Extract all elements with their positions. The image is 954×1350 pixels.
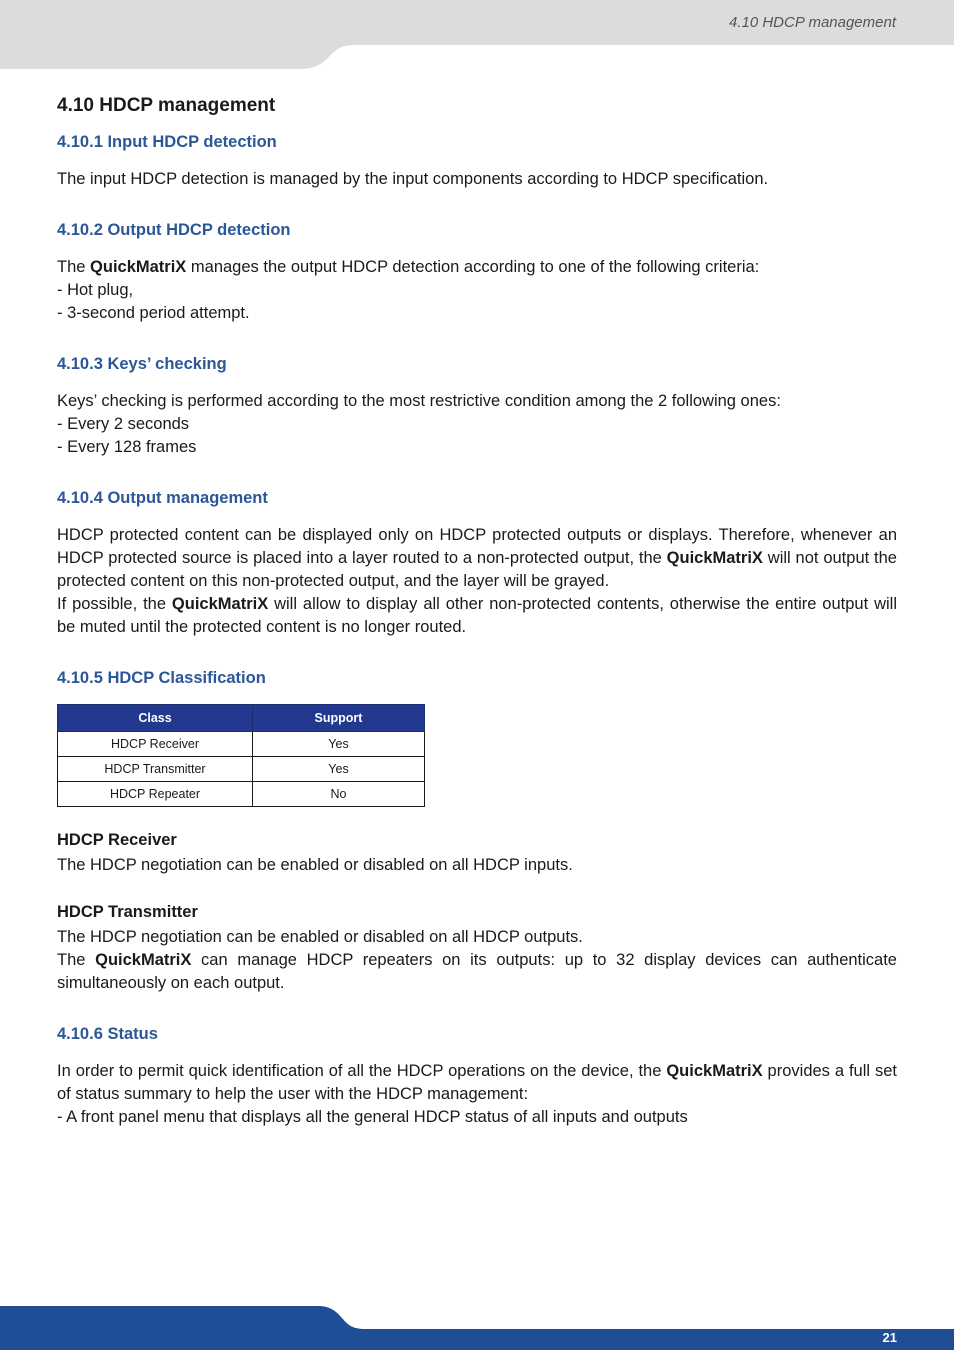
- text-run: HDCP protected content can be displayed only on HDCP protected outputs or displays. Therefore, whenever an HDCP protected source is placed into a layer routed to a non-protected output, the: [57, 526, 897, 567]
- classification-table: [57, 704, 425, 807]
- paragraph: [57, 949, 897, 995]
- section-heading: 4.10.6 Status: [57, 1025, 158, 1043]
- section-classification: [57, 669, 897, 995]
- section-heading: 4.10.1 Input HDCP detection: [57, 133, 277, 151]
- text-run: can manage HDCP repeaters on its outputs: up to 32 display devices can authenticate simultaneously on each output.: [57, 951, 897, 992]
- subheading: HDCP Receiver: [57, 831, 177, 849]
- list-item: - A front panel menu that displays all the general HDCP status of all inputs and outputs: [57, 1108, 688, 1126]
- section-heading: 4.10.4 Output management: [57, 489, 268, 507]
- footer-band-shape: [0, 1306, 954, 1350]
- section-input-detection: [57, 133, 897, 191]
- text-run: will not output the protected content on this non-protected output, and the layer will be grayed.: [57, 549, 897, 590]
- section-heading: 4.10.5 HDCP Classification: [57, 669, 266, 687]
- section-heading: 4.10.2 Output HDCP detection: [57, 221, 291, 239]
- brand-name: QuickMatriX: [90, 258, 187, 276]
- table-cell: HDCP Transmitter: [58, 757, 253, 782]
- brand-name: QuickMatriX: [666, 549, 763, 567]
- section-heading: 4.10.3 Keys’ checking: [57, 355, 227, 373]
- page-content: [57, 95, 897, 1159]
- paragraph: [57, 1060, 897, 1106]
- paragraph: [57, 256, 897, 279]
- brand-name: QuickMatriX: [95, 951, 192, 969]
- paragraph: Keys’ checking is performed according to the most restrictive condition among the 2 following ones:: [57, 392, 781, 410]
- transmitter-block: [57, 903, 897, 995]
- text-run: will allow to display all other non-protected contents, otherwise the entire output will be muted until the protected content is no longer routed.: [57, 595, 897, 636]
- paragraph: The HDCP negotiation can be enabled or disabled on all HDCP inputs.: [57, 856, 573, 874]
- list-item: - Hot plug,: [57, 281, 134, 299]
- table-cell: HDCP Receiver: [58, 732, 253, 757]
- header-band: [0, 0, 954, 70]
- text-run: If possible, the: [57, 595, 172, 613]
- list-item: - Every 2 seconds: [57, 415, 190, 433]
- table-cell: Yes: [253, 757, 425, 782]
- paragraph: [57, 524, 897, 593]
- table-header-row: [58, 705, 425, 732]
- paragraph: The input HDCP detection is managed by the input components according to HDCP specification.: [57, 170, 769, 188]
- section-status: [57, 1025, 897, 1129]
- section-output-management: [57, 489, 897, 639]
- text-run: manages the output HDCP detection according to one of the following criteria:: [186, 258, 760, 276]
- table-cell: No: [253, 782, 425, 807]
- text-run: The: [57, 951, 96, 969]
- section-output-detection: [57, 221, 897, 325]
- table-row: [58, 782, 425, 807]
- running-header: 4.10 HDCP management: [728, 14, 896, 31]
- paragraph: [57, 593, 897, 639]
- text-run: The: [57, 258, 91, 276]
- column-header: Support: [253, 705, 425, 732]
- text-run: In order to permit quick identification of all the HDCP operations on the device, the: [57, 1062, 667, 1080]
- table-row: [58, 757, 425, 782]
- text-run: provides a full set of status summary to help the user with the HDCP management:: [57, 1062, 897, 1103]
- subheading: HDCP Transmitter: [57, 903, 198, 921]
- list-item: - Every 128 frames: [57, 438, 197, 456]
- paragraph: The HDCP negotiation can be enabled or disabled on all HDCP outputs.: [57, 928, 583, 946]
- brand-name: QuickMatriX: [666, 1062, 763, 1080]
- section-keys-checking: [57, 355, 897, 459]
- header-band-shape: [0, 0, 954, 69]
- page-title: 4.10 HDCP management: [57, 95, 276, 116]
- receiver-block: [57, 831, 897, 877]
- table-cell: Yes: [253, 732, 425, 757]
- column-header: Class: [58, 705, 253, 732]
- list-item: - 3-second period attempt.: [57, 304, 250, 322]
- table-row: [58, 732, 425, 757]
- footer-band: [0, 1303, 954, 1350]
- page-number: 21: [882, 1330, 897, 1345]
- brand-name: QuickMatriX: [171, 595, 269, 613]
- table-cell: HDCP Repeater: [58, 782, 253, 807]
